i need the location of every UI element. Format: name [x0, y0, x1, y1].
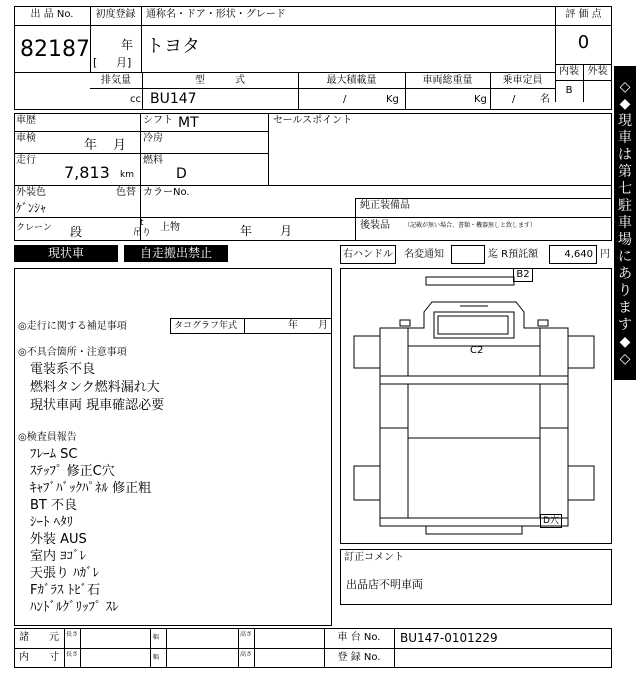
inspector-label: ◎検査員報告 [18, 432, 77, 443]
month-bracket: [ [93, 56, 98, 69]
aftermarket-label: 後装品 [360, 220, 390, 231]
displacement-unit: cc [130, 94, 141, 105]
maker-name: トヨタ [146, 36, 200, 57]
lot-label: 出 品 No. [30, 9, 74, 20]
score-label: 評 価 点 [565, 9, 602, 20]
shift-value: MT [178, 115, 199, 131]
damage-mark-c2: C2 [470, 345, 484, 356]
tacho-month: 月 [318, 320, 328, 331]
truck-diagram [340, 268, 612, 544]
color-label: 外装色 [16, 187, 46, 198]
height-label: 高さ [240, 631, 253, 638]
repaint-label: 色替 [116, 187, 136, 198]
width-label: 幅 [153, 654, 160, 661]
gross-weight-label: 車両総重量 [422, 75, 473, 86]
interior-grade: B [565, 85, 573, 96]
recycle-label: 迄 R預託額 [488, 249, 539, 260]
genuine-equip-label: 純正装備品 [360, 200, 410, 211]
lot-number: 82187 [20, 37, 90, 62]
chassis-number: BU147-0101229 [400, 631, 498, 645]
mileage-unit: km [120, 170, 134, 180]
shift-label: シフト [143, 115, 173, 126]
tacho-label: タコグラフ年式 [174, 321, 238, 331]
capacity-slash: / [512, 94, 516, 105]
gross-weight-unit: Kg [474, 94, 487, 105]
crane-tonnage: t [140, 218, 144, 228]
fuel-value: D [176, 166, 187, 182]
height-label: 高さ [240, 651, 253, 658]
width-label: 幅 [153, 634, 160, 641]
defects-label: ◎不具合箇所・注意事項 [18, 347, 127, 358]
first-reg-label: 初度登録 [95, 9, 136, 20]
mileage-label: 走行 [16, 155, 36, 166]
inspection-year: 年 [84, 138, 98, 153]
parking-notice-sidebar: ◇ ◆ 現 車 は 第 七 駐 車 場 に あ り ま す ◆ ◇ [614, 66, 636, 380]
reg-number-label: 登 録 No. [337, 652, 381, 663]
inspector-item: 外装 AUS [30, 532, 87, 547]
history-label: 車歴 [16, 115, 36, 126]
defects-list [30, 361, 164, 415]
inner-dims-label: 内 寸 [19, 652, 59, 663]
inspector-list [30, 446, 151, 616]
name-label: 通称名・ドア・形状・グレード [146, 9, 286, 20]
crane-label: クレーン [16, 223, 52, 233]
inspector-item: 室内 ﾖｺﾞﾚ [30, 549, 87, 564]
month-unit: 月] [116, 56, 132, 69]
crane-hook: 吊り [133, 228, 152, 238]
no-self-drive-badge: 自走搬出禁止 [124, 245, 228, 262]
max-load-slash: / [343, 94, 347, 105]
inspector-item: ﾌﾚｰﾑ SC [30, 447, 78, 462]
color-no-label: カラーNo. [143, 187, 190, 198]
length-label: 長さ [66, 651, 79, 658]
dims-label: 諸 元 [19, 632, 59, 643]
aftermarket-note: （記載が無い場合、書類・機器無しと致します） [404, 222, 537, 229]
damage-mark-b2: B2 [513, 268, 533, 282]
sales-point-label: セールスポイント [273, 115, 353, 126]
inspection-label: 車検 [16, 133, 36, 144]
color-value: ｹﾞﾝｼｬ [16, 201, 47, 215]
inspector-item: 天張り ﾊｶﾞﾚ [30, 566, 100, 581]
exterior-label: 外装 [587, 66, 608, 77]
ac-label: 冷房 [143, 133, 163, 144]
defect-item: 電装系不良 [30, 362, 96, 377]
model-label: 型 式 [195, 75, 245, 86]
upper-month: 月 [280, 224, 293, 238]
correction-label: 訂正コメント [344, 552, 404, 563]
inspection-month: 月 [113, 138, 127, 153]
tacho-year: 年 [288, 320, 298, 331]
max-load-unit: Kg [386, 94, 399, 105]
steering-value: 右ハンドル [343, 249, 393, 260]
inspector-item: ｷｬﾌﾞﾊﾞｯｸﾊﾟﾈﾙ 修正粗 [30, 481, 152, 496]
fuel-label: 燃料 [143, 155, 163, 166]
recycle-amount: 4,640 [564, 249, 593, 260]
interior-label: 内装 [559, 66, 579, 77]
inspector-item: Fｶﾞﾗｽ ﾄﾋﾞ石 [30, 583, 101, 598]
name-change-box [451, 245, 485, 264]
year-unit: 年 [121, 38, 134, 52]
inspector-item: ｼｰﾄ ﾍﾀﾘ [30, 515, 74, 530]
yen-unit: 円 [600, 249, 610, 260]
as-is-badge: 現状車 [14, 245, 118, 262]
inspector-item: BT 不良 [30, 498, 77, 513]
inspector-item: ｽﾃｯﾌﾟ 修正C穴 [30, 464, 115, 479]
score-value: 0 [577, 32, 590, 53]
max-load-label: 最大積載量 [326, 75, 377, 86]
defect-item: 現状車両 現車確認必要 [30, 398, 165, 413]
model-value: BU147 [150, 91, 197, 107]
inspector-item: ﾊﾝﾄﾞﾙｸﾞﾘｯﾌﾟ ｽﾚ [30, 600, 119, 615]
capacity-label: 乗車定員 [502, 75, 543, 86]
name-change-label: 名変通知 [404, 249, 444, 260]
correction-text: 出品店不明車両 [346, 578, 423, 591]
length-label: 長さ [66, 631, 79, 638]
header-frame [14, 6, 612, 110]
damage-mark-d: D穴 [540, 514, 562, 528]
driving-notes-label: ◎走行に関する補足事項 [18, 321, 127, 332]
mileage-value: 7,813 [64, 163, 110, 182]
upper-year: 年 [240, 224, 253, 238]
upper-label: 上物 [160, 222, 180, 233]
crane-stage: 段 [70, 225, 83, 239]
defect-item: 燃料タンク燃料漏れ大 [30, 380, 160, 395]
capacity-unit: 名 [540, 94, 550, 105]
displacement-label: 排気量 [101, 75, 131, 86]
chassis-label: 車 台 No. [337, 632, 381, 643]
